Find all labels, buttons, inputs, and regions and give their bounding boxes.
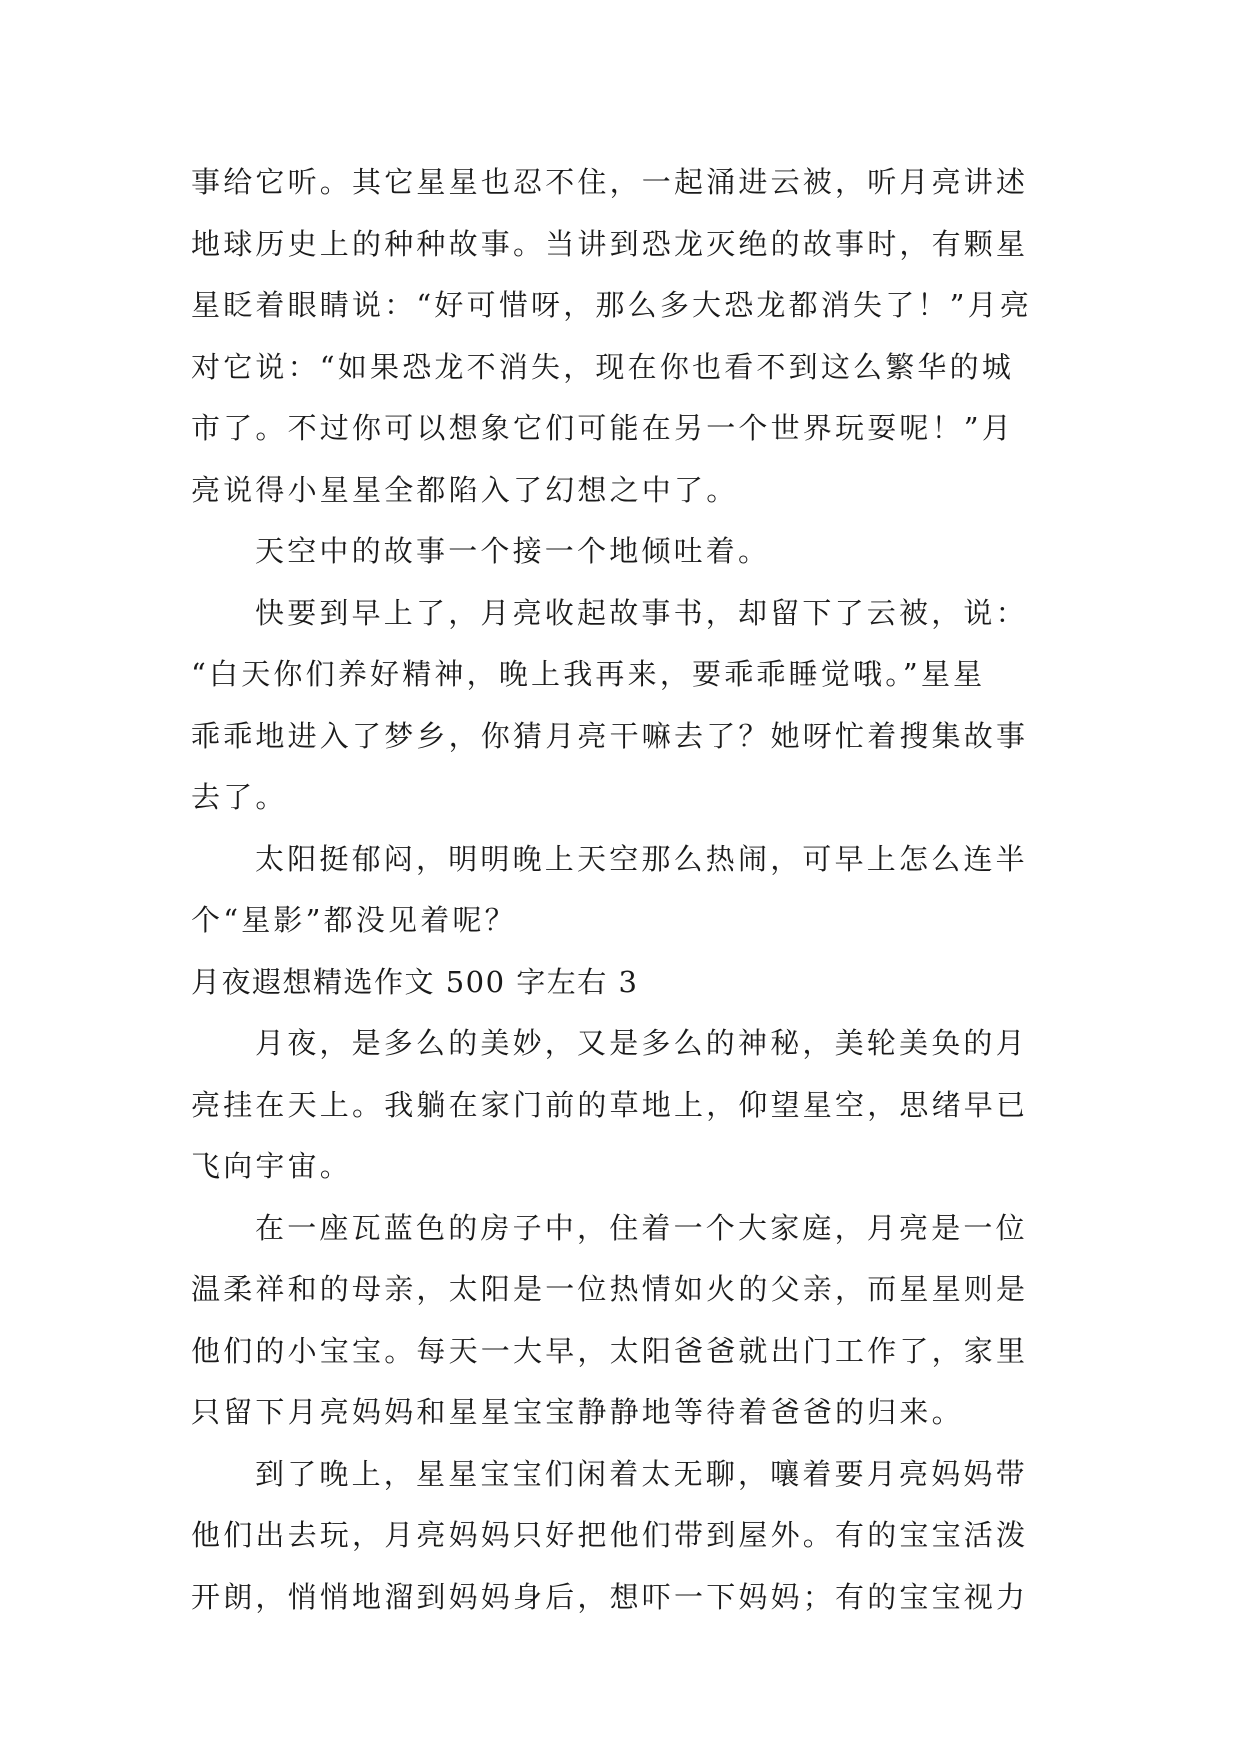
text-line: 温柔祥和的母亲，太阳是一位热情如火的父亲，而星星则是 — [191, 1272, 1029, 1306]
text-line: 地球历史上的种种故事。当讲到恐龙灭绝的故事时，有颗星 — [191, 226, 1029, 261]
text-line: 开朗，悄悄地溜到妈妈身后，想吓一下妈妈；有的宝宝视力 — [191, 1579, 1029, 1614]
paragraph-first-line: 在一座瓦蓝色的房子中，住着一个大家庭，月亮是一位 — [255, 1210, 1028, 1245]
text-line: “白天你们养好精神，晚上我再来，要乖乖睡觉哦。”星星 — [191, 657, 986, 691]
paragraph-first-line: 天空中的故事一个接一个地倾吐着。 — [255, 534, 771, 568]
document-body — [191, 152, 1059, 1628]
paragraph-first-line: 快要到早上了，月亮收起故事书，却留下了云被，说： — [255, 595, 1028, 630]
text-line: 事给它听。其它星星也忍不住，一起涌进云被，听月亮讲述 — [191, 165, 1029, 199]
section-heading: 月夜遐想精选作文 500 字左右 3 — [191, 964, 639, 999]
text-line: 对它说：“如果恐龙不消失，现在你也看不到这么繁华的城 — [191, 349, 1015, 384]
text-line: 市了。不过你可以想象它们可能在另一个世界玩耍呢！”月 — [191, 411, 1015, 445]
text-line: 个“星影”都没见着呢？ — [191, 903, 517, 937]
text-line: 乖乖地进入了梦乡，你猜月亮干嘛去了？她呀忙着搜集故事 — [191, 718, 1029, 753]
text-line: 只留下月亮妈妈和星星宝宝静静地等待着爸爸的归来。 — [191, 1395, 964, 1429]
paragraph-first-line: 到了晚上，星星宝宝们闲着太无聊，嚷着要月亮妈妈带 — [255, 1456, 1028, 1491]
text-line: 去了。 — [191, 780, 288, 814]
text-line: 飞向宇宙。 — [191, 1149, 353, 1183]
paragraph-first-line: 太阳挺郁闷，明明晚上天空那么热闹，可早上怎么连半 — [255, 841, 1028, 876]
text-line: 他们的小宝宝。每天一大早，太阳爸爸就出门工作了，家里 — [191, 1333, 1029, 1368]
text-line: 他们出去玩，月亮妈妈只好把他们带到屋外。有的宝宝活泼 — [191, 1518, 1029, 1552]
text-line: 星眨着眼睛说：“好可惜呀，那么多大恐龙都消失了！”月亮 — [191, 288, 1033, 322]
text-line: 亮说得小星星全都陷入了幻想之中了。 — [191, 472, 739, 507]
text-line: 亮挂在天上。我躺在家门前的草地上，仰望星空，思绪早已 — [191, 1087, 1029, 1122]
paragraph-first-line: 月夜，是多么的美妙，又是多么的神秘，美轮美奂的月 — [255, 1026, 1028, 1060]
